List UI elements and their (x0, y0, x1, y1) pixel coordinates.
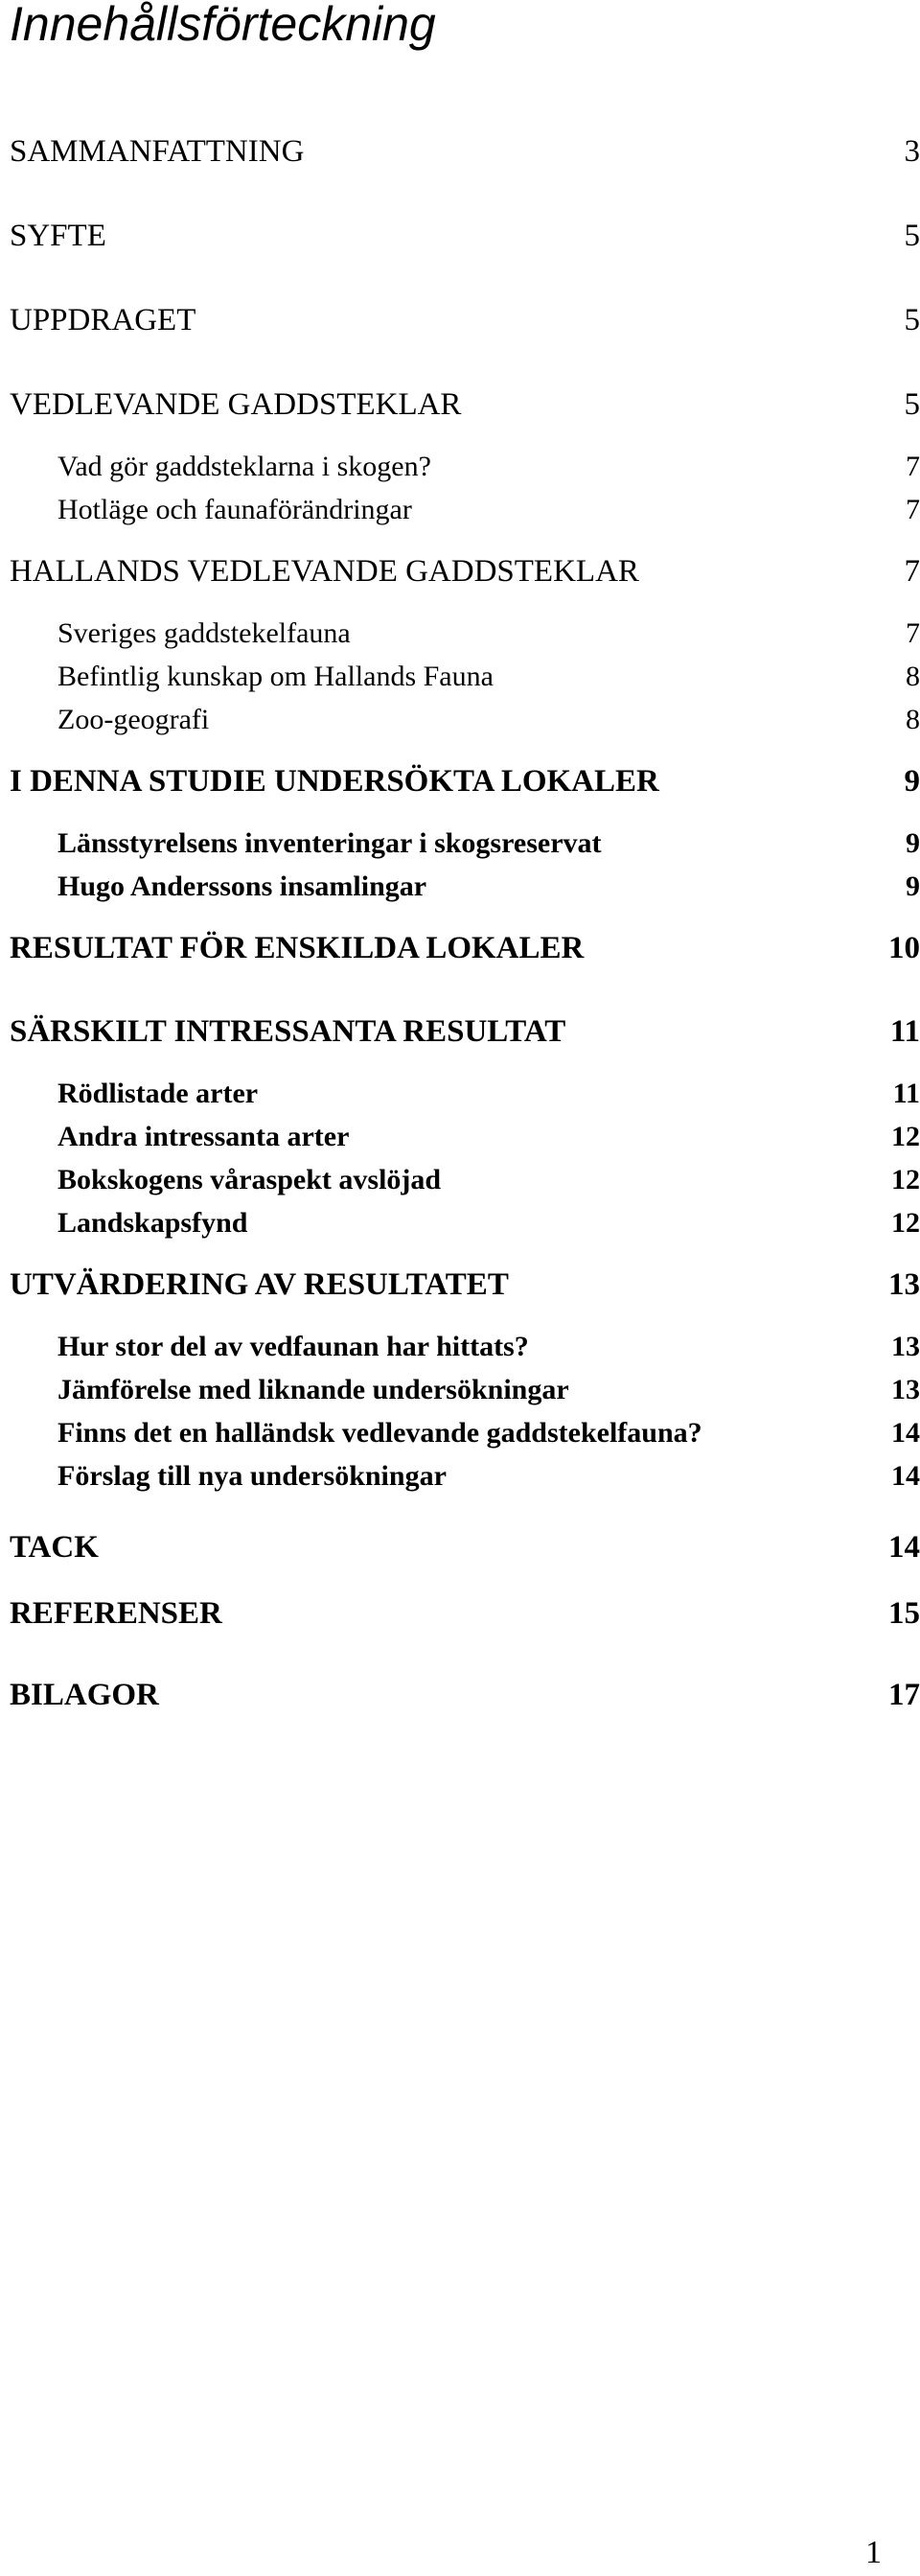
toc-entry-page: 9 (906, 827, 920, 859)
toc-entry-tack[interactable] (10, 1530, 920, 1565)
toc-entry-page: 5 (904, 387, 920, 422)
toc-subentry-lansstyrelsens-inventeringar[interactable] (58, 827, 920, 860)
toc-entry-label: Bokskogens våraspekt avslöjad (58, 1164, 442, 1195)
toc-entry-page: 10 (888, 931, 920, 965)
toc-entry-undersokta-lokaler[interactable] (10, 764, 920, 799)
toc-entry-sarskilt-intressanta[interactable] (10, 1014, 920, 1049)
toc-entry-page: 13 (891, 1331, 920, 1362)
toc-entry-label: TACK (10, 1530, 99, 1565)
toc-entry-label: Hotläge och faunaförändringar (58, 494, 412, 525)
toc-entry-page: 13 (888, 1267, 920, 1302)
toc-entry-syfte[interactable] (10, 219, 920, 253)
toc-entry-page: 15 (888, 1596, 920, 1631)
toc-subentry-bokskogens-varaspekt[interactable] (58, 1164, 920, 1196)
toc-entry-label: Sveriges gaddstekelfauna (58, 617, 351, 649)
toc-entry-sammanfattning[interactable] (10, 134, 920, 169)
toc-entry-label: Hur stor del av vedfaunan har hittats? (58, 1331, 529, 1362)
toc-entry-page: 14 (888, 1530, 920, 1565)
toc-entry-page: 8 (906, 661, 920, 692)
toc-entry-label: Finns det en halländsk vedlevande gaddstekelfauna? (58, 1417, 702, 1449)
toc-entry-label: Förslag till nya undersökningar (58, 1460, 447, 1492)
toc-subentry-forslag[interactable] (58, 1460, 920, 1493)
toc-entry-label: I DENNA STUDIE UNDERSÖKTA LOKALER (10, 764, 659, 799)
toc-subentry-rodlistade-arter[interactable] (58, 1078, 920, 1110)
toc-entry-page: 14 (891, 1460, 920, 1492)
toc-entry-referenser[interactable] (10, 1596, 920, 1631)
toc-subentry-andra-intressanta-arter[interactable] (58, 1121, 920, 1153)
toc-subentry-hallandsk-fauna[interactable] (58, 1417, 920, 1450)
toc-entry-uppdraget[interactable] (10, 303, 920, 337)
toc-entry-page: 7 (906, 617, 920, 649)
toc-subentry-hur-stor-del[interactable] (58, 1331, 920, 1363)
toc-entry-label: Rödlistade arter (58, 1078, 259, 1109)
toc-title: Innehållsförteckning (10, 0, 436, 51)
toc-entry-page: 7 (906, 451, 920, 482)
toc-entry-page: 17 (888, 1678, 920, 1712)
toc-subentry-befintlig-kunskap[interactable] (58, 661, 920, 693)
toc-entry-utvardering[interactable] (10, 1267, 920, 1302)
toc-subentry-sveriges-gaddstekelfauna[interactable] (58, 617, 920, 650)
toc-subentry-jamforelse[interactable] (58, 1374, 920, 1406)
toc-entry-label: Vad gör gaddsteklarna i skogen? (58, 451, 431, 482)
toc-entry-hallands-vedlevande[interactable] (10, 554, 920, 589)
toc-entry-page: 12 (891, 1164, 920, 1195)
toc-entry-label: SYFTE (10, 219, 106, 253)
toc-entry-page: 12 (891, 1121, 920, 1152)
toc-subentry-zoo-geografi[interactable] (58, 704, 920, 736)
toc-entry-page: 11 (892, 1078, 920, 1109)
toc-entry-page: 5 (904, 219, 920, 253)
toc-entry-label: HALLANDS VEDLEVANDE GADDSTEKLAR (10, 554, 639, 589)
toc-entry-page: 7 (906, 494, 920, 525)
toc-entry-label: Andra intressanta arter (58, 1121, 350, 1152)
toc-entry-label: UTVÄRDERING AV RESULTATET (10, 1267, 509, 1302)
toc-entry-label: Jämförelse med liknande undersökningar (58, 1374, 569, 1405)
toc-entry-label: REFERENSER (10, 1596, 222, 1631)
toc-entry-label: SAMMANFATTNING (10, 134, 305, 169)
toc-entry-page: 11 (889, 1014, 920, 1049)
toc-subentry-vad-gor-gaddsteklarna[interactable] (58, 451, 920, 483)
toc-entry-label: UPPDRAGET (10, 303, 196, 337)
toc-subentry-hugo-anderssons[interactable] (58, 870, 920, 903)
toc-entry-page: 9 (904, 764, 920, 799)
toc-entry-page: 8 (906, 704, 920, 735)
toc-entry-page: 13 (891, 1374, 920, 1405)
toc-subentry-landskapsfynd[interactable] (58, 1207, 920, 1240)
toc-entry-page: 14 (891, 1417, 920, 1449)
toc-entry-page: 9 (906, 870, 920, 902)
toc-entry-label: SÄRSKILT INTRESSANTA RESULTAT (10, 1014, 566, 1049)
toc-entry-label: VEDLEVANDE GADDSTEKLAR (10, 387, 462, 422)
toc-entry-page: 12 (891, 1207, 920, 1239)
toc-entry-page: 5 (904, 303, 920, 337)
page-number: 1 (865, 2535, 882, 2570)
toc-subentry-hotlage[interactable] (58, 494, 920, 526)
toc-entry-label: BILAGOR (10, 1678, 159, 1712)
toc-entry-label: Landskapsfynd (58, 1207, 248, 1239)
toc-entry-label: Länsstyrelsens inventeringar i skogsreservat (58, 827, 602, 859)
toc-entry-vedlevande-gaddsteklar[interactable] (10, 387, 920, 422)
toc-entry-resultat-enskilda[interactable] (10, 931, 920, 965)
toc-entry-label: Zoo-geografi (58, 704, 210, 735)
toc-entry-label: RESULTAT FÖR ENSKILDA LOKALER (10, 931, 585, 965)
toc-entry-label: Befintlig kunskap om Hallands Fauna (58, 661, 494, 692)
toc-entry-page: 7 (904, 554, 920, 589)
toc-entry-page: 3 (904, 134, 920, 169)
toc-entry-bilagor[interactable] (10, 1678, 920, 1712)
toc-entry-label: Hugo Anderssons insamlingar (58, 870, 427, 902)
